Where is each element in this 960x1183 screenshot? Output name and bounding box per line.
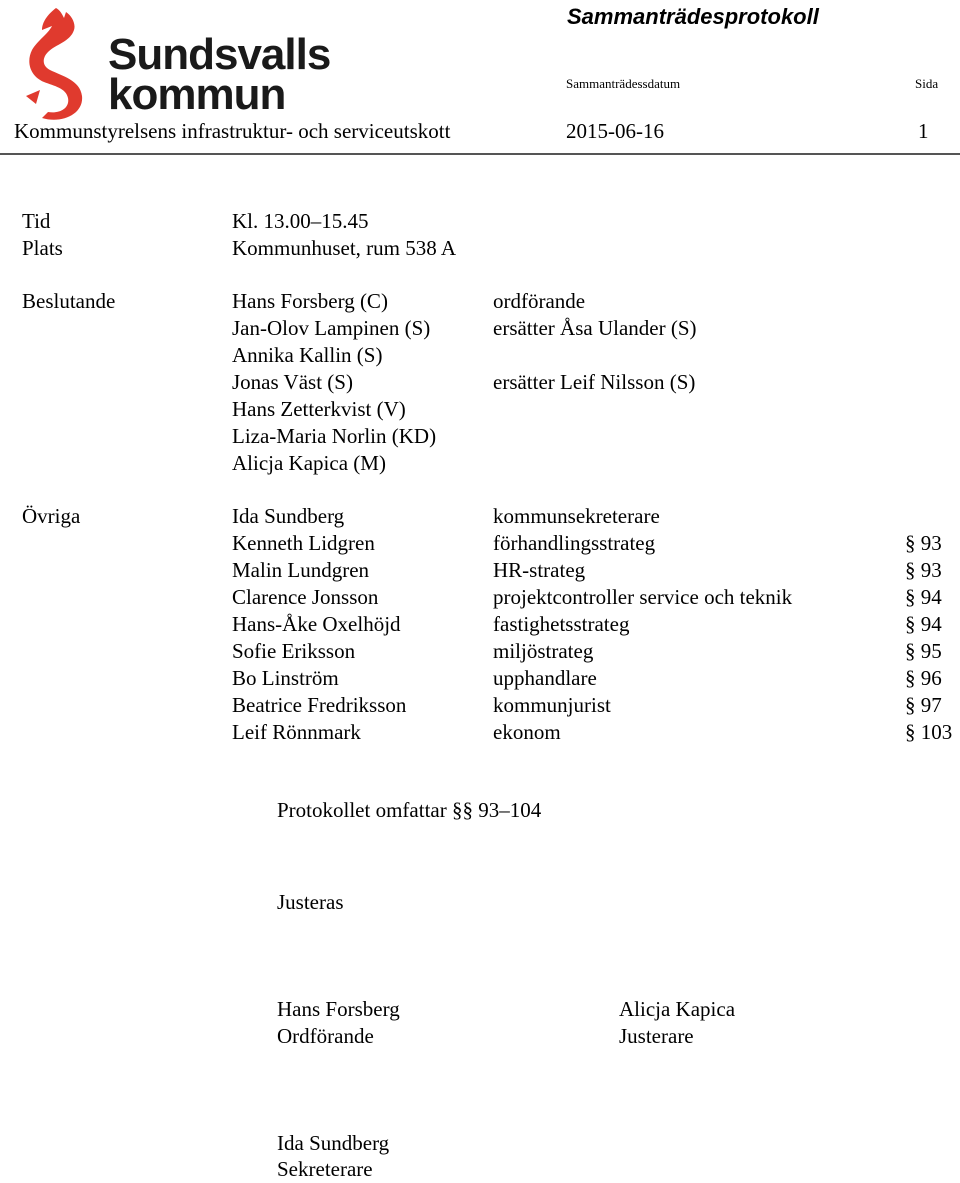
attendee-name: Beatrice Fredriksson [232,693,407,717]
attendee-name: Kenneth Lidgren [232,531,375,555]
attendee-name: Ida Sundberg [232,504,345,528]
decision-makers-label: Beslutande [22,289,116,313]
adjust-label: Justeras [277,890,344,914]
time-label: Tid [22,209,51,233]
page-label: Sida [915,76,939,91]
attendee-paragraph: § 93 [905,558,942,582]
dragon-emblem-icon [18,4,98,122]
member-name: Alicja Kapica (M) [232,451,386,475]
attendee-name: Bo Linström [232,666,339,690]
meeting-date: 2015-06-16 [566,119,664,143]
logo-wordmark-line1: Sundsvalls [108,30,331,79]
attendee-role: upphandlare [493,666,597,690]
place-value: Kommunhuset, rum 538 A [232,236,456,260]
attendee-role: projektcontroller service och teknik [493,585,793,609]
attendee-name: Leif Rönnmark [232,720,361,744]
member-role: ordförande [493,289,586,313]
attendee-name: Hans-Åke Oxelhöjd [232,612,401,636]
place-label: Plats [22,236,63,260]
committee-name: Kommunstyrelsens infrastruktur- och serviceutskott [14,119,451,143]
attendee-name: Clarence Jonsson [232,585,379,609]
sundsvalls-kommun-logo [18,4,331,122]
attendee-role: fastighetsstrateg [493,612,630,636]
attendee-role: miljöstrateg [493,639,594,663]
attendee-paragraph: § 103 [905,720,953,744]
attendee-role: kommunsekreterare [493,504,660,528]
logo-wordmark-line2: kommun [108,70,286,119]
adjuster-signature-name: Alicja Kapica [619,997,736,1021]
chair-signature-title: Ordförande [277,1024,374,1048]
others-label: Övriga [22,504,81,528]
member-role: ersätter Leif Nilsson (S) [493,370,696,394]
protocol-scope: Protokollet omfattar §§ 93–104 [277,798,542,822]
member-name: Hans Zetterkvist (V) [232,397,406,421]
attendee-name: Malin Lundgren [232,558,370,582]
member-name: Hans Forsberg (C) [232,289,388,313]
attendee-paragraph: § 95 [905,639,942,663]
attendee-paragraph: § 94 [905,585,942,609]
member-name: Jonas Väst (S) [232,370,353,394]
attendee-role: förhandlingsstrateg [493,531,656,555]
member-role: ersätter Åsa Ulander (S) [493,316,697,340]
secretary-signature-name: Ida Sundberg [277,1131,390,1155]
attendee-paragraph: § 93 [905,531,942,555]
time-value: Kl. 13.00–15.45 [232,209,369,233]
attendee-name: Sofie Eriksson [232,639,356,663]
attendee-role: kommunjurist [493,693,611,717]
attendee-role: ekonom [493,720,561,744]
member-name: Jan-Olov Lampinen (S) [232,316,431,340]
attendee-paragraph: § 97 [905,693,942,717]
header-divider [0,153,960,155]
page-number: 1 [918,119,929,143]
date-label: Sammanträdessdatum [566,76,681,91]
attendee-paragraph: § 94 [905,612,942,636]
member-name: Liza-Maria Norlin (KD) [232,424,437,448]
adjuster-signature-title: Justerare [619,1024,694,1048]
attendee-paragraph: § 96 [905,666,942,690]
document-type: Sammanträdesprotokoll [567,4,819,29]
chair-signature-name: Hans Forsberg [277,997,400,1021]
attendee-role: HR-strateg [493,558,586,582]
member-name: Annika Kallin (S) [232,343,383,367]
secretary-signature-title: Sekreterare [277,1157,373,1181]
